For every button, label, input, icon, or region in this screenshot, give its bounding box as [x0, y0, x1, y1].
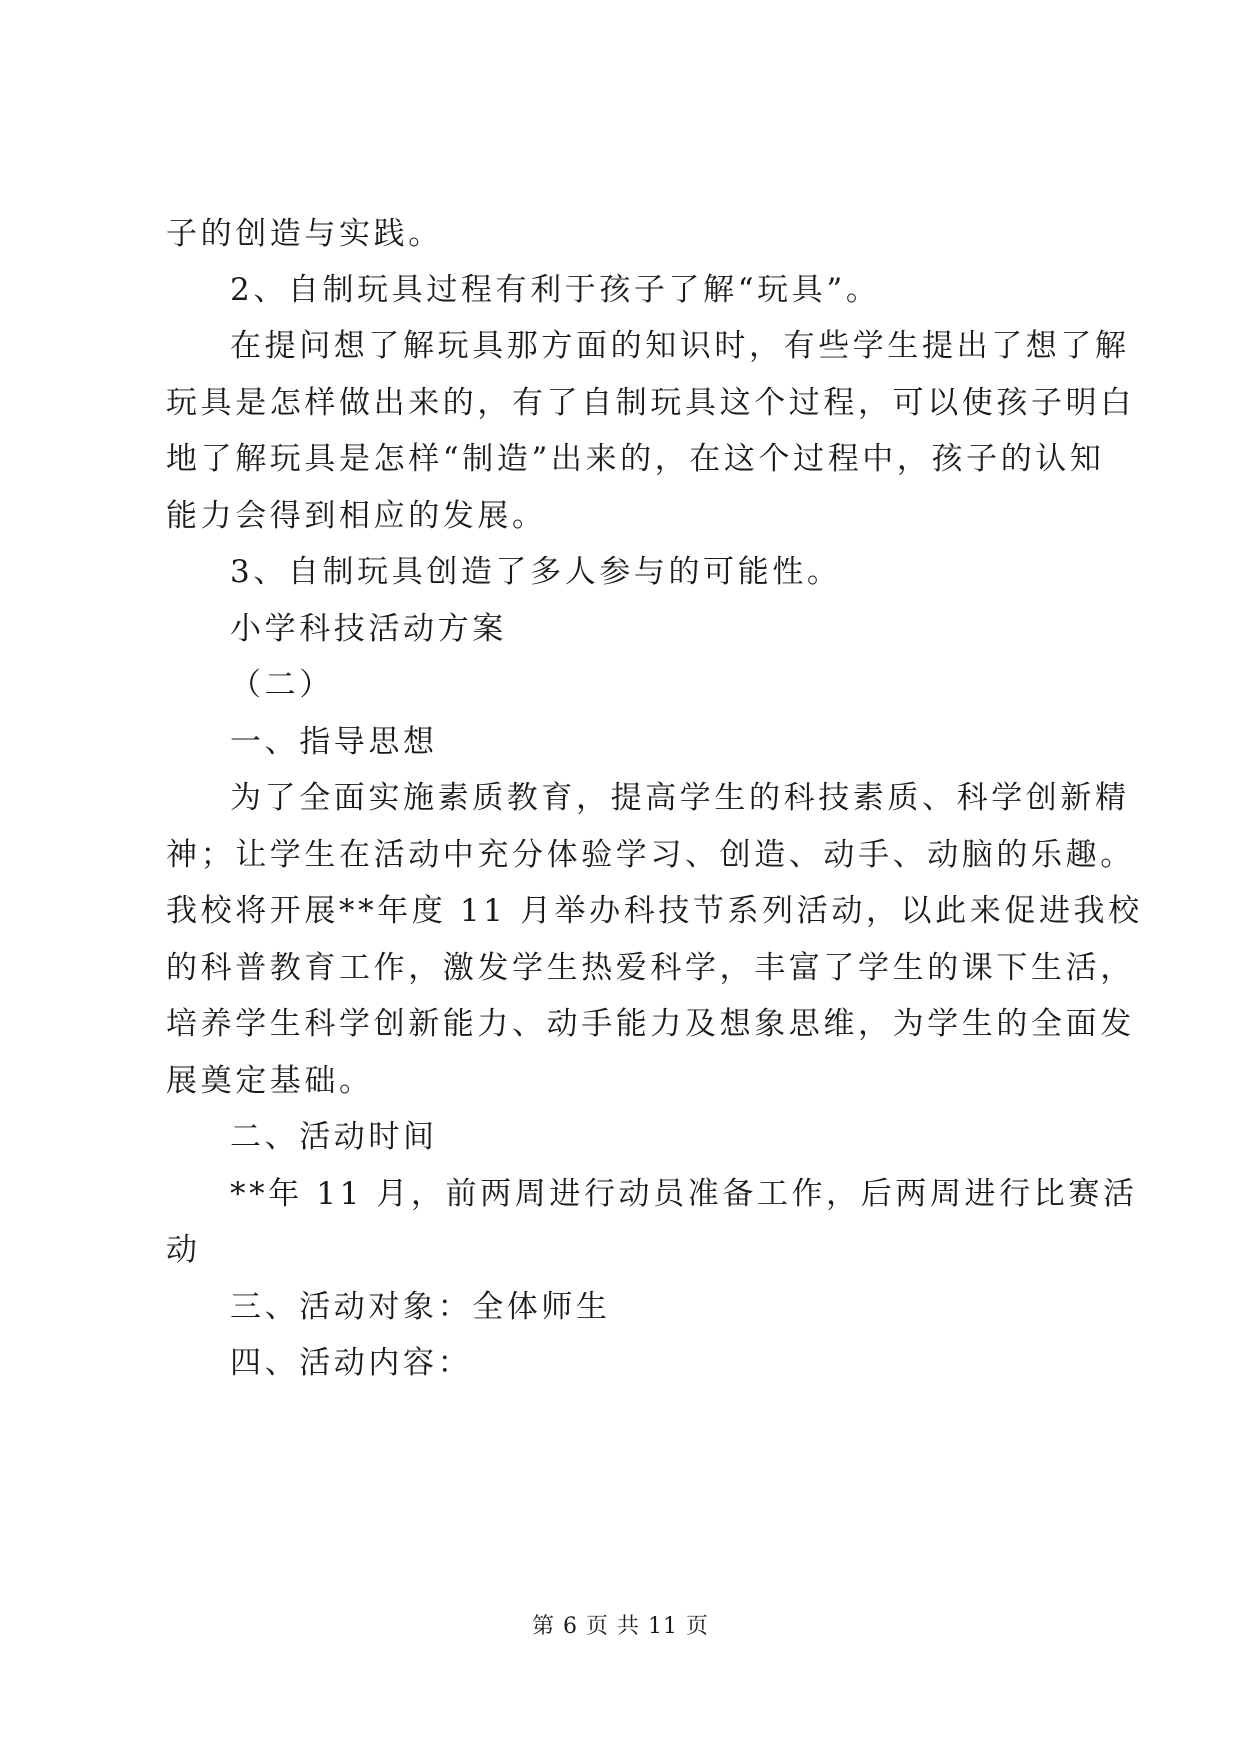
heading: 四、活动内容： [230, 1345, 473, 1381]
text-line: 玩具是怎样做出来的，有了自制玩具这个过程，可以使孩子明白 [166, 385, 1135, 421]
text-line: 展奠定基础。 [166, 1063, 374, 1099]
text-line: 地了解玩具是怎样“制造”出来的，在这个过程中，孩子的认知 [166, 441, 1105, 477]
heading: 一、指导思想 [230, 724, 438, 760]
text-line: **年 11 月，前两周进行动员准备工作，后两周进行比赛活 [230, 1176, 1138, 1212]
heading: 二、活动时间 [230, 1119, 438, 1155]
section-title: 小学科技活动方案 [230, 611, 507, 647]
text-line: 的科普教育工作，激发学生热爱科学，丰富了学生的课下生活， [166, 950, 1135, 986]
text-line: 能力会得到相应的发展。 [166, 498, 547, 534]
page-number-footer: 第 6 页 共 11 页 [532, 1614, 709, 1639]
heading: 三、活动对象：全体师生 [230, 1289, 611, 1325]
text-line: 3、自制玩具创造了多人参与的可能性。 [230, 554, 842, 590]
text-line: 神；让学生在活动中充分体验学习、创造、动手、动脑的乐趣。 [166, 837, 1135, 873]
text-line: 在提问想了解玩具那方面的知识时，有些学生提出了想了解 [230, 328, 1130, 364]
section-subtitle: （二） [230, 667, 334, 703]
text-line: 子的创造与实践。 [166, 216, 443, 252]
text-line: 培养学生科学创新能力、动手能力及想象思维，为学生的全面发 [166, 1006, 1135, 1042]
text-line: 2、自制玩具过程有利于孩子了解“玩具”。 [230, 272, 881, 308]
text-line: 为了全面实施素质教育，提高学生的科技素质、科学创新精 [230, 780, 1130, 816]
text-line: 动 [166, 1232, 201, 1268]
text-line: 我校将开展**年度 11 月举办科技节系列活动，以此来促进我校 [166, 893, 1143, 929]
